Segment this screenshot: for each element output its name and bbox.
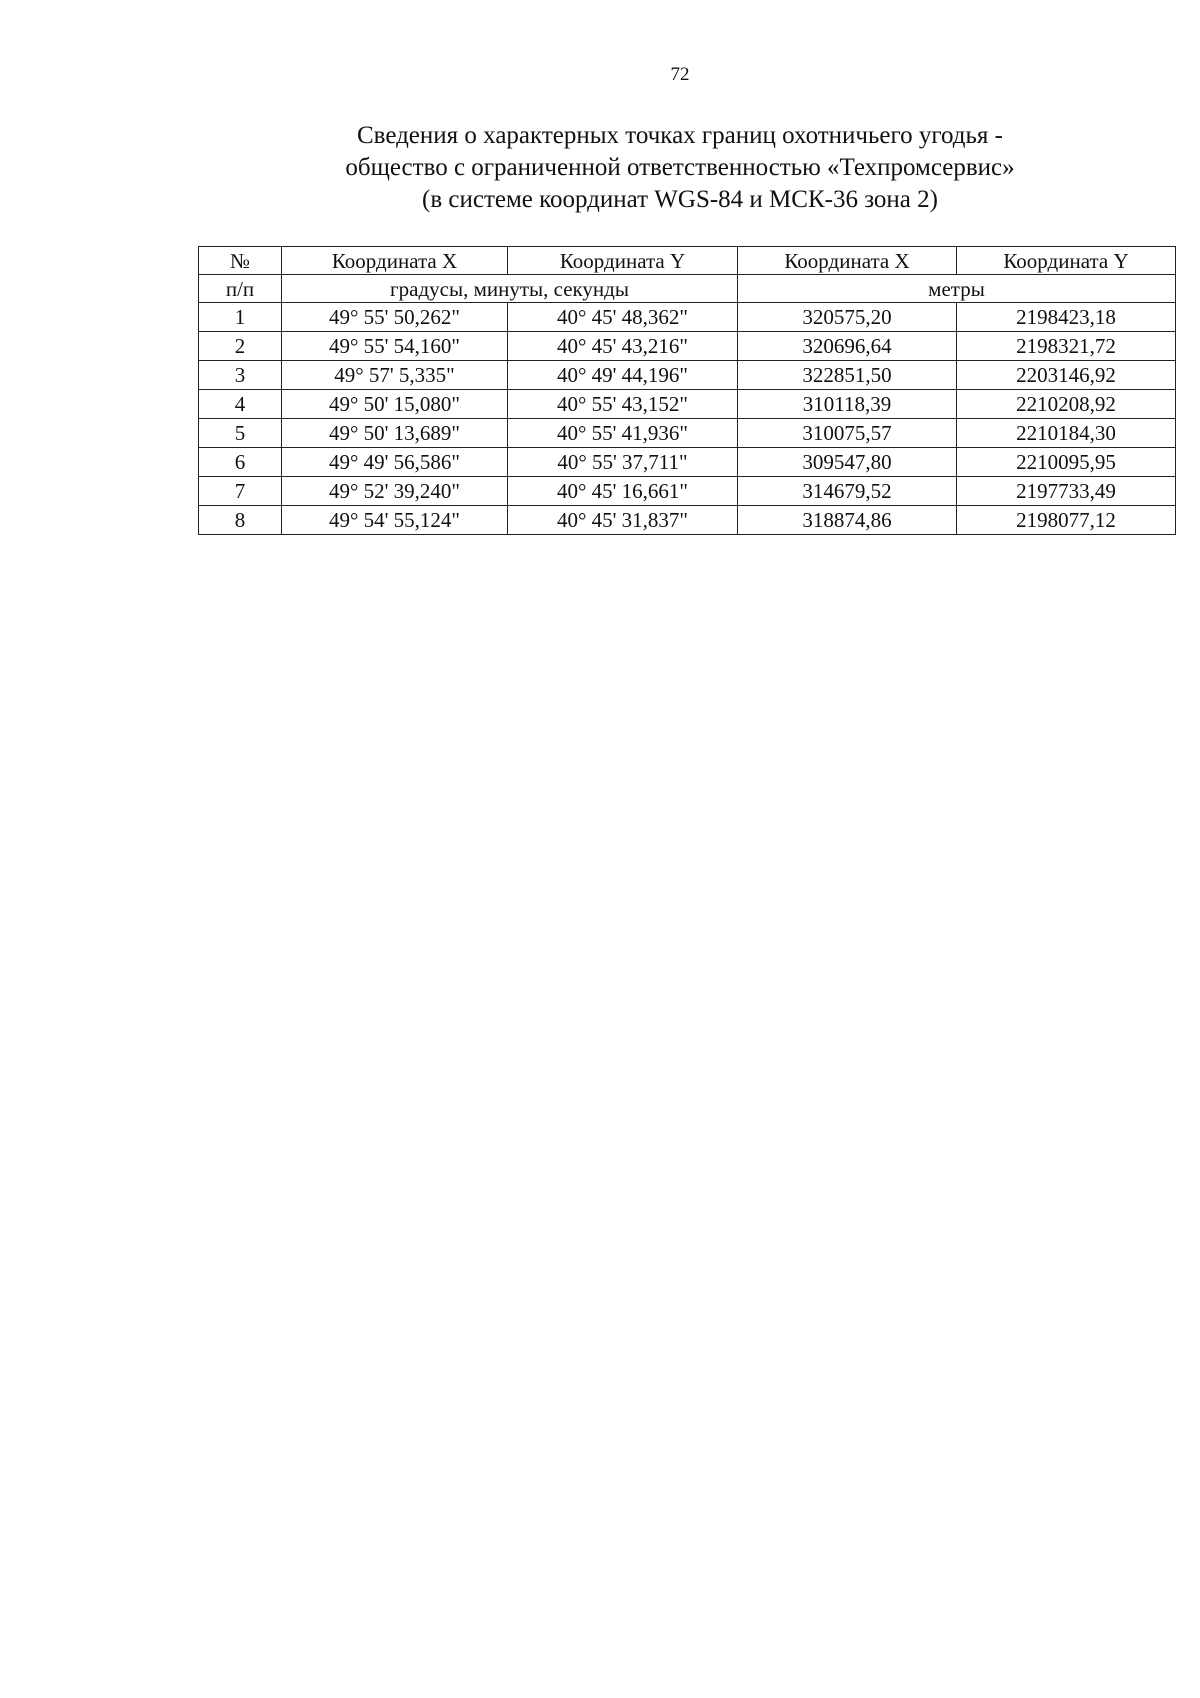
cell-degrees-y: 40° 45' 48,362" <box>508 303 738 332</box>
cell-degrees-x: 49° 54' 55,124" <box>282 506 508 535</box>
cell-degrees-y: 40° 45' 43,216" <box>508 332 738 361</box>
title-line-2: общество с ограниченной ответственностью «Техпромсервис» <box>345 154 1015 181</box>
coordinates-table <box>198 246 1176 535</box>
cell-meters-y: 2210095,95 <box>957 448 1176 477</box>
cell-point-number: 1 <box>199 303 282 332</box>
header-m-units: метры <box>738 275 1176 303</box>
table-row <box>199 332 1176 361</box>
cell-meters-x: 318874,86 <box>738 506 957 535</box>
header-num-line2: п/п <box>199 275 282 303</box>
cell-meters-x: 310075,57 <box>738 419 957 448</box>
cell-point-number: 3 <box>199 361 282 390</box>
cell-point-number: 5 <box>199 419 282 448</box>
cell-meters-x: 322851,50 <box>738 361 957 390</box>
cell-degrees-x: 49° 50' 15,080" <box>282 390 508 419</box>
table-units-row <box>199 275 1176 303</box>
cell-meters-x: 309547,80 <box>738 448 957 477</box>
cell-meters-y: 2198423,18 <box>957 303 1176 332</box>
cell-meters-x: 314679,52 <box>738 477 957 506</box>
cell-point-number: 8 <box>199 506 282 535</box>
cell-point-number: 2 <box>199 332 282 361</box>
cell-meters-x: 320696,64 <box>738 332 957 361</box>
title-line-1: Сведения о характерных точках границ охотничьего угодья - <box>356 122 1003 149</box>
cell-meters-y: 2203146,92 <box>957 361 1176 390</box>
cell-point-number: 7 <box>199 477 282 506</box>
cell-degrees-x: 49° 57' 5,335" <box>282 361 508 390</box>
header-deg-units: градусы, минуты, секунды <box>282 275 738 303</box>
cell-degrees-x: 49° 55' 54,160" <box>282 332 508 361</box>
cell-meters-y: 2198077,12 <box>957 506 1176 535</box>
table-row <box>199 506 1176 535</box>
page-number: 72 <box>670 64 690 85</box>
table-row <box>199 303 1176 332</box>
header-deg-x: Координата X <box>282 247 508 275</box>
cell-degrees-x: 49° 52' 39,240" <box>282 477 508 506</box>
table-row <box>199 390 1176 419</box>
cell-point-number: 6 <box>199 448 282 477</box>
cell-meters-y: 2210184,30 <box>957 419 1176 448</box>
cell-degrees-y: 40° 55' 43,152" <box>508 390 738 419</box>
header-num-line1: № <box>199 247 282 275</box>
table-row <box>199 477 1176 506</box>
header-m-x: Координата X <box>738 247 957 275</box>
cell-degrees-y: 40° 55' 37,711" <box>508 448 738 477</box>
cell-degrees-y: 40° 49' 44,196" <box>508 361 738 390</box>
header-deg-y: Координата Y <box>508 247 738 275</box>
table-header-row <box>199 247 1176 275</box>
cell-degrees-x: 49° 49' 56,586" <box>282 448 508 477</box>
document-title <box>260 120 1100 216</box>
cell-degrees-y: 40° 45' 31,837" <box>508 506 738 535</box>
cell-degrees-x: 49° 55' 50,262" <box>282 303 508 332</box>
table-row <box>199 448 1176 477</box>
cell-degrees-x: 49° 50' 13,689" <box>282 419 508 448</box>
cell-degrees-y: 40° 55' 41,936" <box>508 419 738 448</box>
cell-degrees-y: 40° 45' 16,661" <box>508 477 738 506</box>
cell-meters-y: 2197733,49 <box>957 477 1176 506</box>
table-row <box>199 361 1176 390</box>
table-row <box>199 419 1176 448</box>
cell-meters-x: 320575,20 <box>738 303 957 332</box>
title-line-3: (в системе координат WGS-84 и МСК-36 зона 2) <box>422 186 938 213</box>
cell-meters-x: 310118,39 <box>738 390 957 419</box>
header-m-y: Координата Y <box>957 247 1176 275</box>
cell-point-number: 4 <box>199 390 282 419</box>
cell-meters-y: 2198321,72 <box>957 332 1176 361</box>
cell-meters-y: 2210208,92 <box>957 390 1176 419</box>
